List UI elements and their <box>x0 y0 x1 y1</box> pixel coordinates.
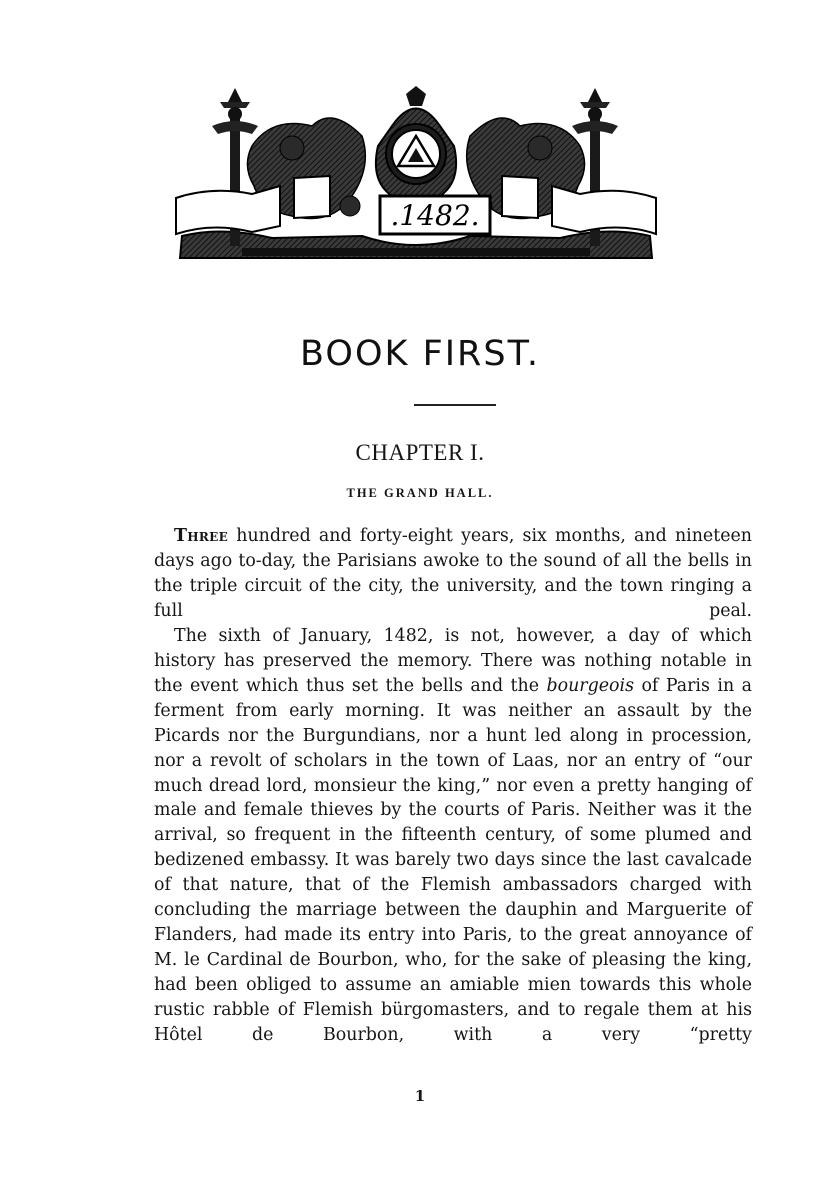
chapter-subtitle: THE GRAND HALL. <box>346 486 494 500</box>
title-divider <box>414 404 496 406</box>
paragraph-2-text-before: The sixth of January, 1482, is not, however, a day of which history has preserved the memory. There was nothing notable in the event which thus set the bells and the <box>154 625 752 696</box>
book-title: BOOK FIRST. <box>300 334 540 374</box>
decorative-header-ornament <box>162 86 670 272</box>
paragraph-2-italic-word: bourgeois <box>546 675 634 696</box>
paragraph-1 <box>154 524 752 624</box>
paragraph-1-lead-word: Three <box>174 526 229 546</box>
body-text <box>154 524 752 1048</box>
chapter-title: CHAPTER I. <box>355 440 485 465</box>
paragraph-2-text-after: of Paris in a ferment from early morning. It was neither an assault by the Picards nor the Burgundians, nor a hunt led along in procession, nor a revolt of scholars in the town of Laas, nor an entry of “our much dread lord, monsieur the king,” nor even a pretty hanging of male and female thieves by the courts of Paris. Neither was it the arrival, so frequent in the fifteenth century, of some plumed and bedizened embassy. It was barely two days since the last cavalcade of that nature, that of the Flemish ambassadors charged with concluding the marriage between the dauphin and Marguerite of Flanders, had made its entry into Paris, to the great annoyance of M. le Cardinal de Bourbon, who, for the sake of pleasing the king, had been obliged to assume an amiable mien towards this whole rustic rabble of Flemish bürgomasters, and to regale them at his Hôtel de Bourbon, with a very “pretty <box>154 675 752 1046</box>
paragraph-1-text: hundred and forty-eight years, six months, and nineteen days ago to-day, the Parisians awoke to the sound of all the bells in the triple circuit of the city, the university, and the town ringing a full peal. <box>154 526 752 621</box>
page-number: 1 <box>414 1087 426 1105</box>
ornament-year: .1482. <box>390 199 480 232</box>
paragraph-2 <box>154 624 752 1048</box>
